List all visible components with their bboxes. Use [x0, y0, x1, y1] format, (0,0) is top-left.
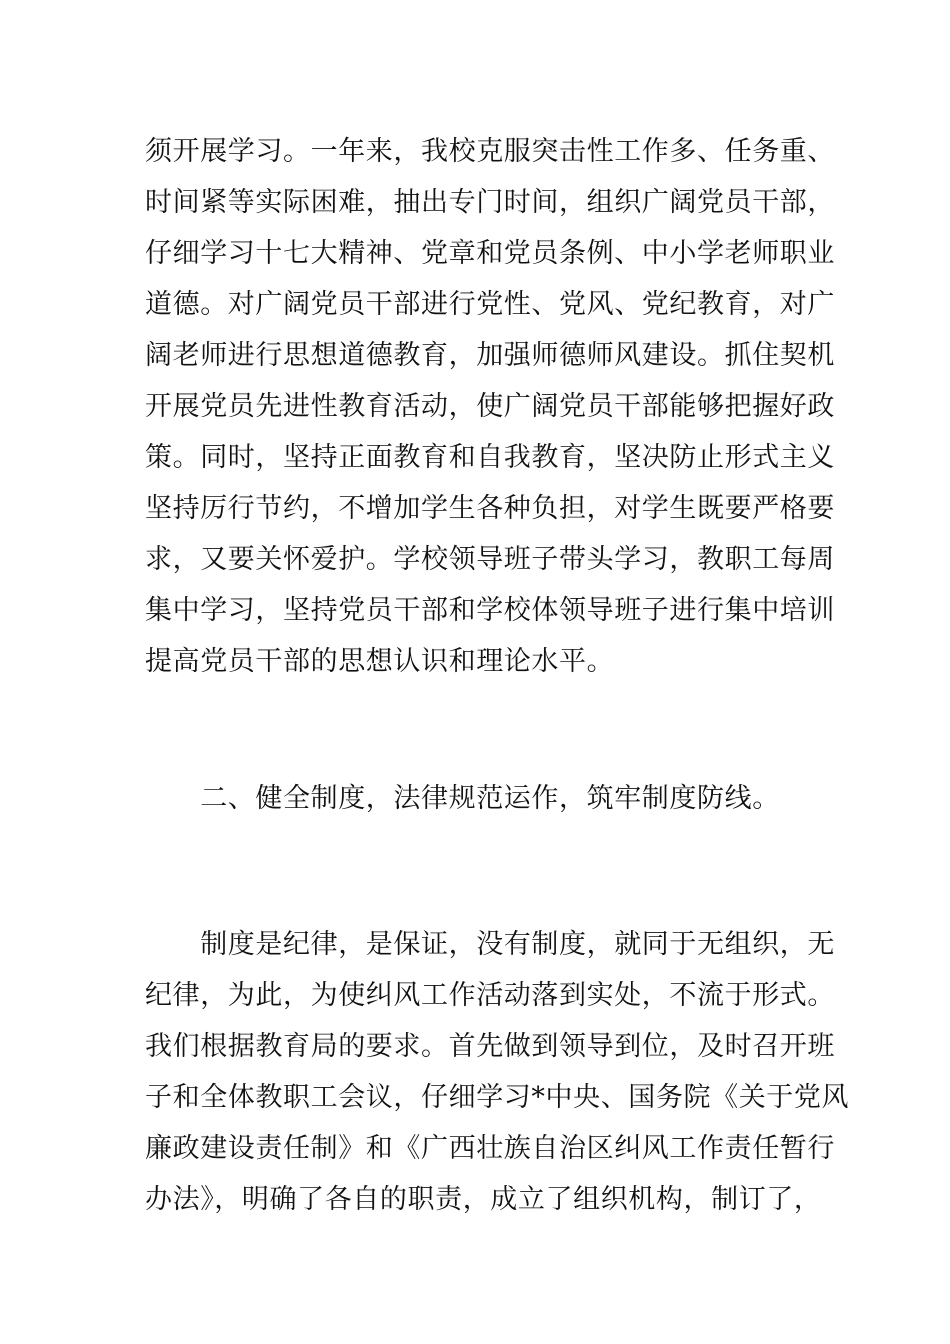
paragraph-line: 时间紧等实际困难，抽出专门时间，组织广阔党员干部，	[145, 187, 835, 218]
paragraph-line: 制度是纪律，是保证，没有制度，就同于无组织，无	[145, 929, 835, 960]
paragraph-line: 仔细学习十七大精神、党章和党员条例、中小学老师职业	[145, 238, 835, 269]
paragraph-line: 坚持厉行节约，不增加学生各种负担，对学生既要严格要	[145, 493, 835, 524]
paragraph-line: 提高党员干部的思想认识和理论水平。	[145, 646, 615, 677]
paragraph-line: 开展党员先进性教育活动，使广阔党员干部能够把握好政	[145, 391, 835, 422]
paragraph-line: 办法》，明确了各自的职责，成立了组织机构，制订了，	[145, 1184, 822, 1215]
section-heading-text: 二、健全制度，法律规范运作，筑牢制度防线。	[145, 783, 780, 814]
paragraph-line: 策。同时，坚持正面教育和自我教育，坚决防止形式主义	[145, 442, 835, 473]
section-heading	[145, 773, 810, 824]
paragraph-line: 集中学习，坚持党员干部和学校体领导班子进行集中培训	[145, 595, 835, 626]
paragraph-line: 纪律，为此，为使纠风工作活动落到实处，不流于形式。	[145, 980, 835, 1011]
paragraph-line: 须开展学习。一年来，我校克服突击性工作多、任务重、	[145, 136, 835, 167]
paragraph-line: 我们根据教育局的要求。首先做到领导到位，及时召开班	[145, 1031, 835, 1062]
paragraph-line: 廉政建设责任制》和《广西壮族自治区纠风工作责任暂行	[145, 1133, 835, 1164]
paragraph-1	[145, 126, 835, 687]
paragraph-line: 求，又要关怀爱护。学校领导班子带头学习，教职工每周	[145, 544, 835, 575]
paragraph-line: 阔老师进行思想道德教育，加强师德师风建设。抓住契机	[145, 340, 835, 371]
paragraph-line: 道德。对广阔党员干部进行党性、党风、党纪教育，对广	[145, 289, 835, 320]
paragraph-line: 子和全体教职工会议，仔细学习*中央、国务院《关于党风	[145, 1082, 850, 1113]
paragraph-2	[145, 919, 850, 1225]
